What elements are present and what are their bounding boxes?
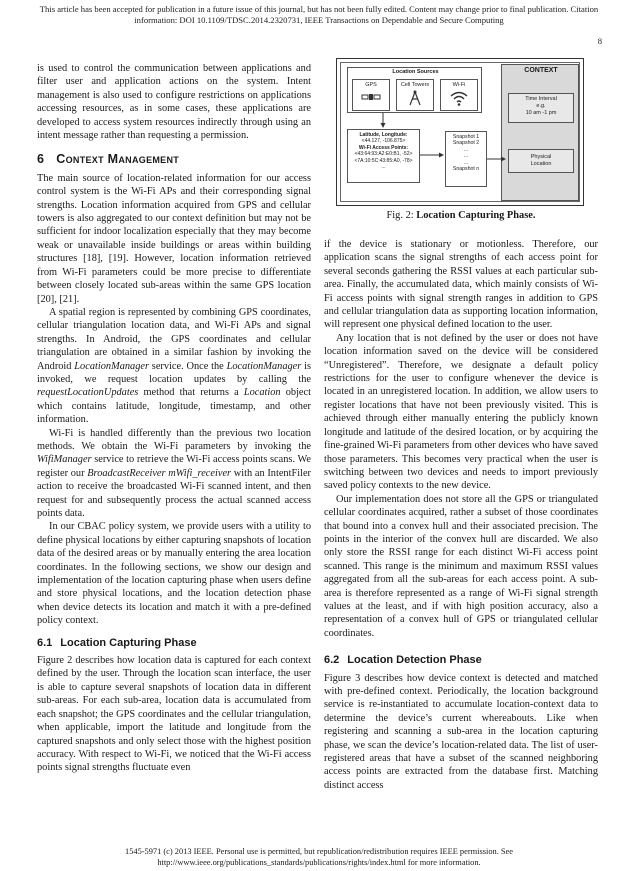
- latlon-title: Latitude, Longitude:: [359, 132, 408, 138]
- journal-banner: [0, 4, 638, 26]
- snapshot-ellipsis-1: ...: [463, 146, 469, 153]
- latlon-value: <44.127, -106.875>: [361, 138, 406, 145]
- context-paragraph-1: The main source of location-related information for our access control system is the Wi-Fi APs and their corresponding signal strengths. Location information acquired from GPS and cellular towers is also aggregated to our context definition but may not be sufficient for indoor localization especially that they may become weak or unavailable inside buildings or areas within building structures [18], [19]. However, location information retrieved from Wi-Fi parameters could be more precise to differentiate between closely located sub-areas within the same GPS location [20], [21].: [37, 172, 311, 305]
- right-paragraph-1: if the device is stationary or motionless. Therefore, our application scans the signal strengths of each access point for several seconds gathering the RSSI values at each particular sub-area. Finally, the accumulated data, which mainly consists of Wi-Fi access points with signal strength ranges in addition to GPS and cellular triangulation data as supporting location information, will represent one physical defined location to the user.: [324, 239, 598, 331]
- subsection-number: 6.1: [37, 636, 53, 649]
- time-title: Time Interval: [525, 96, 557, 102]
- ap-more: ...: [381, 164, 386, 171]
- ap-entry-1: <43:64:93:A2:E0:B1, -52>: [354, 151, 413, 158]
- right-paragraph-2: Any location that is not defined by the user or does not have location information saved on the device will be considered “Unregistered”. Therefore, we designate a default policy restrictions for the user to configure whenever the device is located in an unregistered location. In addition, we allow users to register locations that have not been previously visited. This is achieved through either manually entering the publicly known longitude and latitude of the desired location, or by acquiring the fine-grained Wi-Fi parameters from other devices who have saved those parameters. This becomes very practical when the user is switching between two devices and needs to import previously saved policy contexts to the new device.: [324, 332, 598, 492]
- context-paragraph-4: In our CBAC policy system, we provide users with a utility to define physical locations by either capturing snapshots of location data of the desired areas or by manually entering the area location coordinates. In the following sections, we show our design and implementation of the location capturing phase when users define and store physical locations, and the location detection phase when device detects its location and match it with a pre-defined policy context.: [37, 521, 311, 627]
- context-paragraph-2: A spatial region is represented by combining GPS coordinates, cellular triangulation location data, and Wi-Fi APs and signal strengths. In Android, the GPS coordinates and cellular triangulation are obtained in a similar fashion by invoking the Android LocationManager service. Once the LocationManager is invoked, we request location updates by calling the requestLocationUpdates method that returns a Location object which contains latitude, longitude, timestamp, and other information.: [37, 306, 311, 426]
- snapshot-ellipsis-2: ...: [463, 153, 469, 160]
- caption-title: Location Capturing Phase.: [416, 210, 536, 221]
- page-number: 8: [597, 36, 602, 46]
- gps-label: GPS: [365, 82, 377, 88]
- time-eg: e.g.: [536, 103, 546, 109]
- subsection-number: 6.2: [324, 654, 340, 667]
- caption-prefix: Fig. 2:: [386, 210, 417, 221]
- capturing-paragraph: Figure 2 describes how location data is captured for each context defined by the user. Through the location scan interface, the user is able to capture several snapshots of location data in different sub-areas. For each sub-area, location data is accumulated from each snapshot; the GPS coordinates and the cellular triangulation, when applicable, import the latitude and longitude from the captured snapshots and only select those with the highest position accuracy. With respect to Wi-Fi, we noticed that the Wi-Fi access points signal strengths fluctuate even: [37, 655, 311, 774]
- footer-line-1: 1545-5971 (c) 2013 IEEE. Personal use is permitted, but republication/redistribution requires IEEE permission. See: [125, 847, 513, 856]
- footer-line-2: http://www.ieee.org/publications_standards/publications/rights/index.html for more information.: [157, 858, 481, 867]
- section-6-heading: [37, 153, 311, 166]
- snapshot-2: Snapshot 2: [452, 140, 480, 147]
- context-paragraph-3: Wi-Fi is handled differently than the previous two location methods. We obtain the Wi-Fi parameters by invoking the WifiManager service to retrieve the Wi-Fi access points scans. We register our BroadcastReceiver mWifi_receiver with an IntentFiler action to receive the broadcasted Wi-Fi scanned intent, and then request for and subsequently process the actual scanned access points data.: [37, 427, 312, 519]
- cell-label: Cell Towers: [400, 82, 430, 88]
- figure-frame: [340, 62, 580, 202]
- left-column: [37, 62, 311, 775]
- ap-title: Wi-Fi Access Points:: [358, 144, 409, 151]
- banner-line-1: This article has been accepted for publication in a future issue of this journal, but has not been fully edited. Content may change prior to final publication. Citation: [39, 4, 599, 14]
- detection-paragraph: Figure 3 describes how device context is detected and matched with pre-defined context. Periodically, the location background service is re-instantiated to accumulate location-context data to determine the device’s current whereabouts. Like when registering and scanning a sub-area in the location capturing phase, we scan the device’s location-related data. The list of user-registered areas that have a subset of the scanned neighboring access points are extracted from the database first. Matching distinct access: [324, 672, 598, 791]
- banner-line-2: information: DOI 10.1109/TDSC.2014.2320731, IEEE Transactions on Dependable and Secure Computing: [134, 15, 504, 25]
- copyright-footer: [0, 846, 638, 868]
- ap-entry-2: <7A:10:5C:43:85:A0, -78>: [354, 157, 413, 164]
- subsection-6-1-heading: [37, 637, 311, 650]
- snapshot-1: Snapshot 1: [452, 134, 480, 140]
- section-title: Context Management: [56, 152, 180, 167]
- figure-arrows: [341, 63, 581, 203]
- context-title: CONTEXT: [524, 67, 558, 74]
- subsection-6-2-heading: [324, 654, 598, 667]
- physical-label-1: Physical: [530, 154, 552, 160]
- intro-paragraph: is used to control the communication between applications and filter user and application actions on the system. Intent management is also used to configure restrictions on applications accessing resources, as in some cases, these applications are developed to access system resources indirectly through using an intent message rather than requesting a permission.: [37, 63, 311, 142]
- right-column: [324, 238, 598, 792]
- snapshot-ellipsis-3: ...: [463, 159, 469, 166]
- sources-title: Location Sources: [392, 69, 439, 75]
- right-paragraph-3: Our implementation does not store all the GPS or triangulated cellular coordinates acquired, rather a subset of those coordinates that bound into a convex hull and their associated precision. The points in the interior of the convex hull are discarded. We also only store the RSSI range for each distinct Wi-Fi access point scanned. This range is the minimum and maximum RSSI values aggregated from all the sub-areas for each access point. A sub-area is therefore represented as a range of Wi-Fi signal strength values at the least, and if with high position accuracy, also a representation of a convex hull of GPS or triangulated cellular coordinates.: [324, 493, 598, 639]
- physical-label-2: Location: [530, 161, 552, 167]
- snapshot-n: Snapshot n: [452, 166, 480, 173]
- subsection-title: Location Detection Phase: [347, 654, 482, 667]
- figure-2: [336, 58, 584, 206]
- section-number: 6: [37, 152, 45, 167]
- time-value: 10 am -1 pm: [525, 110, 557, 116]
- subsection-title: Location Capturing Phase: [60, 636, 197, 649]
- figure-2-caption: [324, 210, 598, 221]
- wifi-label: Wi-Fi: [452, 82, 466, 88]
